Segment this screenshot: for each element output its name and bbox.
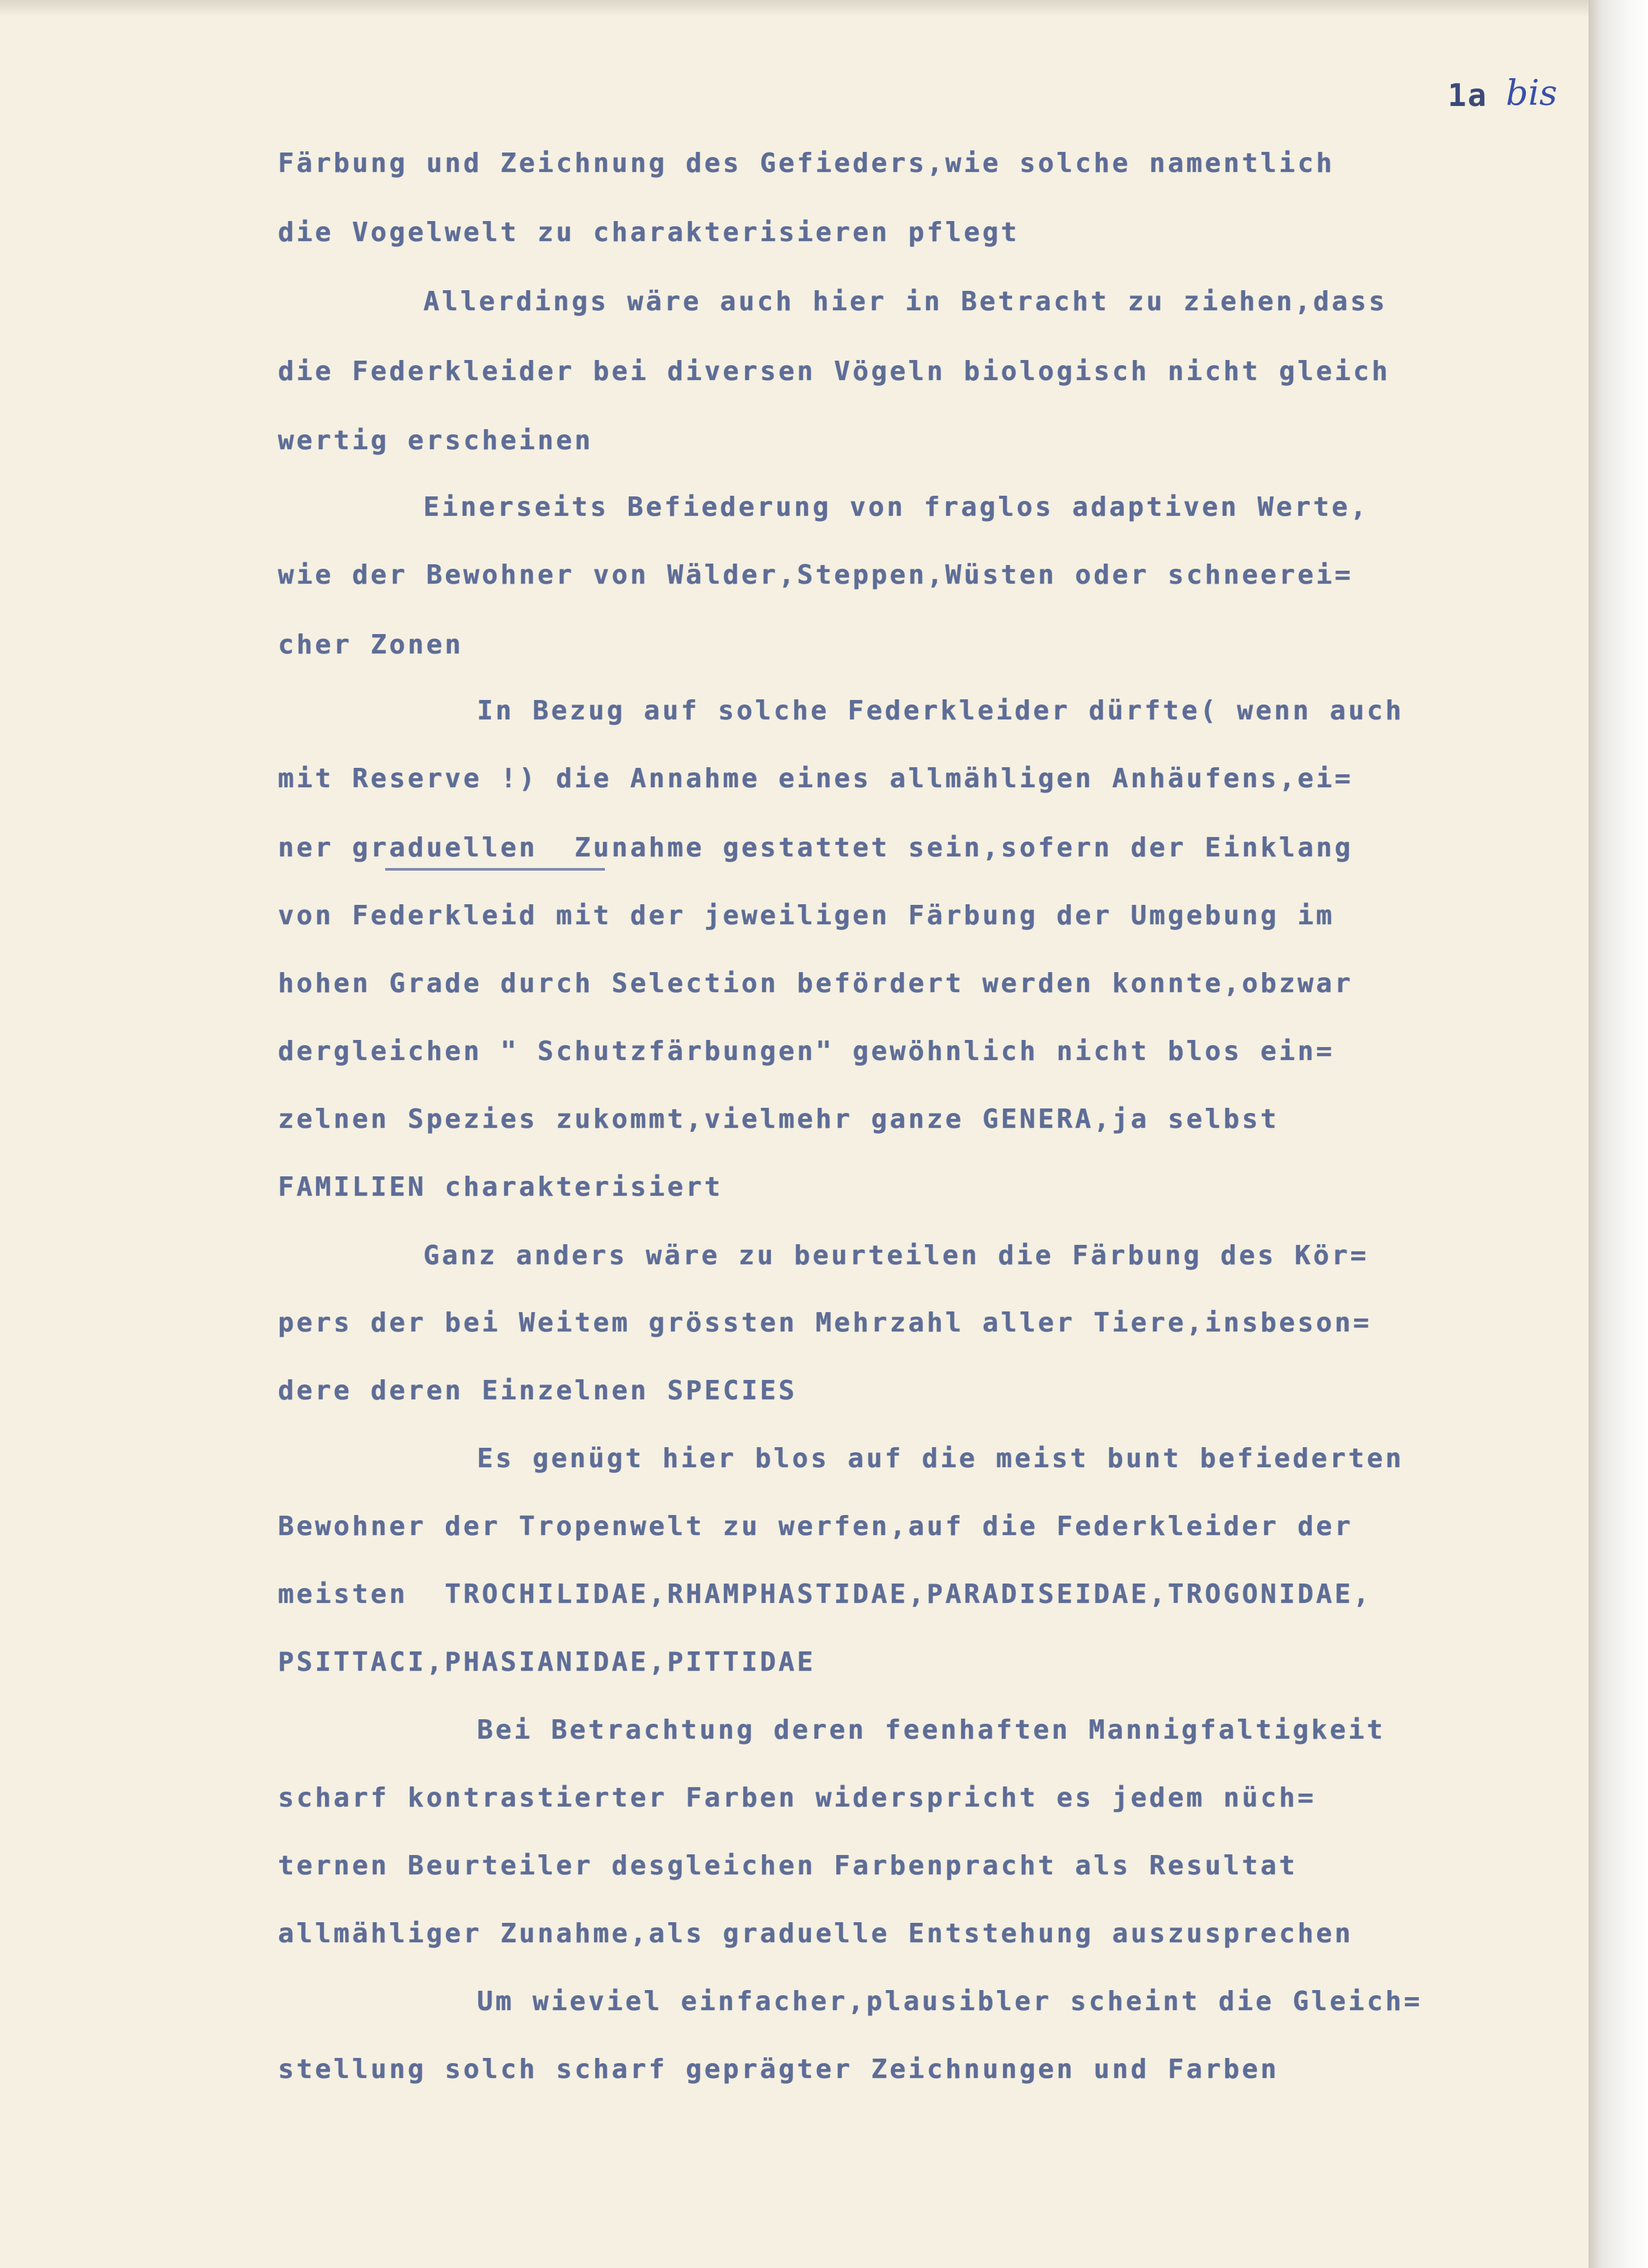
handwritten-underline [385, 868, 605, 871]
text-line: wertig erscheinen [278, 425, 593, 456]
text-line: Um wieviel einfacher,plausibler scheint die Gleich= [477, 1986, 1422, 2017]
text-line: ner graduellen Zunahme gestattet sein,sofern der Einklang [278, 832, 1353, 863]
text-line: Bewohner der Tropenwelt zu werfen,auf die Federkleider der [278, 1510, 1353, 1542]
text-line: die Federkleider bei diversen Vögeln biologisch nicht gleich [278, 355, 1391, 387]
text-line: Einerseits Befiederung von fraglos adaptiven Werte, [423, 491, 1369, 522]
text-line: ternen Beurteiler desgleichen Farbenpracht als Resultat [278, 1850, 1298, 1881]
text-line: cher Zonen [278, 629, 463, 660]
text-line: dergleichen " Schutzfärbungen" gewöhnlich nicht blos ein= [278, 1035, 1335, 1066]
text-line: stellung solch scharf geprägter Zeichnungen und Farben [278, 2053, 1279, 2084]
text-line: die Vogelwelt zu charakterisieren pflegt [278, 217, 1020, 248]
text-line: meisten TROCHILIDAE,RHAMPHASTIDAE,PARADISEIDAE,TROGONIDAE, [278, 1578, 1372, 1609]
text-line: Es genügt hier blos auf die meist bunt befiederten [477, 1443, 1404, 1474]
text-line: von Federkleid mit der jeweiligen Färbung der Umgebung im [278, 900, 1335, 931]
text-line: mit Reserve !) die Annahme eines allmähligen Anhäufens,ei= [278, 763, 1353, 794]
handwritten-page-annotation: bis [1506, 72, 1558, 113]
text-line: scharf kontrastierter Farben widerspricht es jedem nüch= [278, 1782, 1316, 1813]
text-line: allmähliger Zunahme,als graduelle Entstehung auszusprechen [278, 1918, 1353, 1949]
text-line: zelnen Spezies zukommt,vielmehr ganze GENERA,ja selbst [278, 1103, 1279, 1134]
text-line: dere deren Einzelnen SPECIES [278, 1375, 798, 1406]
text-line: FAMILIEN charakterisiert [278, 1171, 723, 1202]
text-line: hohen Grade durch Selection befördert werden konnte,obzwar [278, 968, 1353, 999]
text-line: Allerdings wäre auch hier in Betracht zu ziehen,dass [423, 286, 1388, 317]
typed-page-number: 1a [1448, 78, 1488, 114]
text-line: Färbung und Zeichnung des Gefieders,wie solche namentlich [278, 147, 1335, 178]
text-line: pers der bei Weitem grössten Mehrzahl aller Tiere,insbeson= [278, 1307, 1372, 1338]
text-line: PSITTACI,PHASIANIDAE,PITTIDAE [278, 1646, 816, 1677]
text-line: wie der Bewohner von Wälder,Steppen,Wüsten oder schneerei= [278, 559, 1353, 590]
paper-right-edge [1589, 0, 1648, 2268]
text-line: Bei Betrachtung deren feenhaften Mannigfaltigkeit [477, 1714, 1386, 1745]
text-line: In Bezug auf solche Federkleider dürfte( wenn auch [477, 695, 1404, 726]
text-line: Ganz anders wäre zu beurteilen die Färbung des Kör= [423, 1240, 1369, 1271]
